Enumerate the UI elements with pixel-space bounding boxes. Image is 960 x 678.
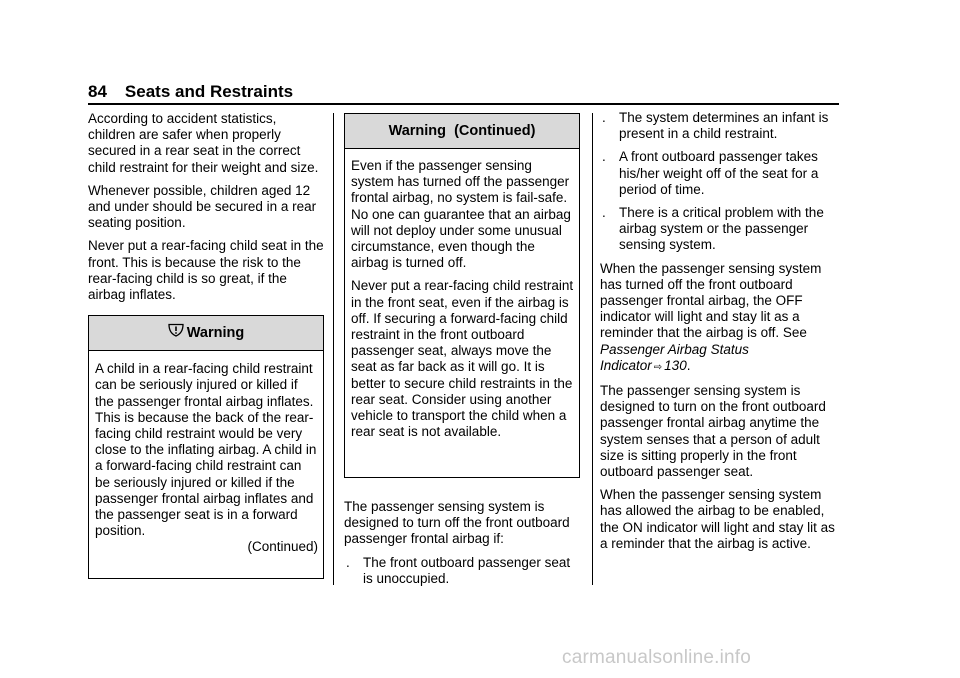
bullet-text: A front outboard passenger takes his/her weight off of the seat for a period of time. [619,149,819,197]
warning-text: Never put a rear-facing child restraint in the front seat, even if the airbag is off. If securing a forward-facing child restraint in the front outboard passenger seat, always move the seat as far back as it will go. It is better to secure child restraints in the rear seat. Consider using another vehicle to transport the child when a rear seat is not available. [351,278,574,440]
page-header [88,82,293,102]
warning-header [89,316,323,351]
column-3 [600,110,840,559]
paragraph: When the passenger sensing system has allowed the airbag to be enabled, the ON indicator will light and stay lit as a reminder that the airbag is active. [600,487,835,551]
paragraph [600,261,840,376]
column-divider-1 [333,113,334,585]
watermark: carmanualsonline.info [562,647,752,668]
bullet-marker: . [602,110,606,125]
warning-continued-box [344,113,580,478]
header-rule [88,103,839,105]
bullet-marker: . [602,149,606,165]
list-item [344,555,580,587]
paragraph: The passenger sensing system is designed to turn off the front outboard passenger frontal airbag if: [344,499,570,547]
section-title: Seats and Restraints [124,82,294,101]
column-2 [344,113,580,594]
list-item [600,205,840,254]
warning-title: Warning [186,325,245,342]
page-ref-icon: ⇨ [653,361,663,373]
bullet-text: The front outboard passenger seat is unoccupied. [363,554,571,586]
paragraph-end: . [686,357,691,373]
bullet-marker: . [602,205,606,221]
list-item [600,110,840,142]
page-number: 84 [88,82,107,101]
warning-box [88,315,324,579]
bullet-text: The system determines an infant is present in a child restraint. [619,110,829,142]
cross-reference-link[interactable]: Passenger Airbag Status Indicator [600,341,749,373]
column-divider-2 [592,113,593,585]
bullet-text: There is a critical problem with the airbag system or the passenger sensing system. [619,205,824,253]
warning-header [345,114,579,149]
continued-label: (Continued) [247,539,318,555]
warning-text: A child in a rear-facing child restraint can be seriously injured or killed if the passenger frontal airbag inflates. This is because the back of the rear-facing child restraint would be very close to the inflating airbag. A child in a forward-facing child restraint can be seriously injured or killed if the passenger frontal airbag inflates and the passenger seat is in a forward position. [95,361,317,539]
paragraph: The passenger sensing system is designed to turn on the front outboard passenger frontal airbag anytime the system senses that a person of adult size is sitting properly in the front outboard passenger seat. [600,383,826,480]
cross-reference-page: 130 [664,357,687,373]
warning-text: Even if the passenger sensing system has turned off the passenger frontal airbag, no system is fail-safe. No one can guarantee that an airbag will not deploy under some unusual circumstance, even though the airbag is turned off. [351,158,571,271]
column-1 [88,111,324,579]
paragraph: According to accident statistics, children are safer when properly secured in a rear seat in the correct child restraint for their weight and size. [88,111,319,175]
warning-title: Warning (Continued) [388,123,536,139]
bullet-marker: . [346,554,350,570]
paragraph: Whenever possible, children aged 12 and under should be secured in a rear seating position. [88,182,317,231]
list-item [600,149,840,198]
paragraph-text: When the passenger sensing system has turned off the front outboard passenger frontal airbag, the OFF indicator will light and stay lit as a reminder that the airbag is off. See [600,260,822,341]
warning-icon [168,316,184,350]
paragraph: Never put a rear-facing child seat in the front. This is because the risk to the rear-facing child is so great, if the airbag inflates. [88,238,324,303]
